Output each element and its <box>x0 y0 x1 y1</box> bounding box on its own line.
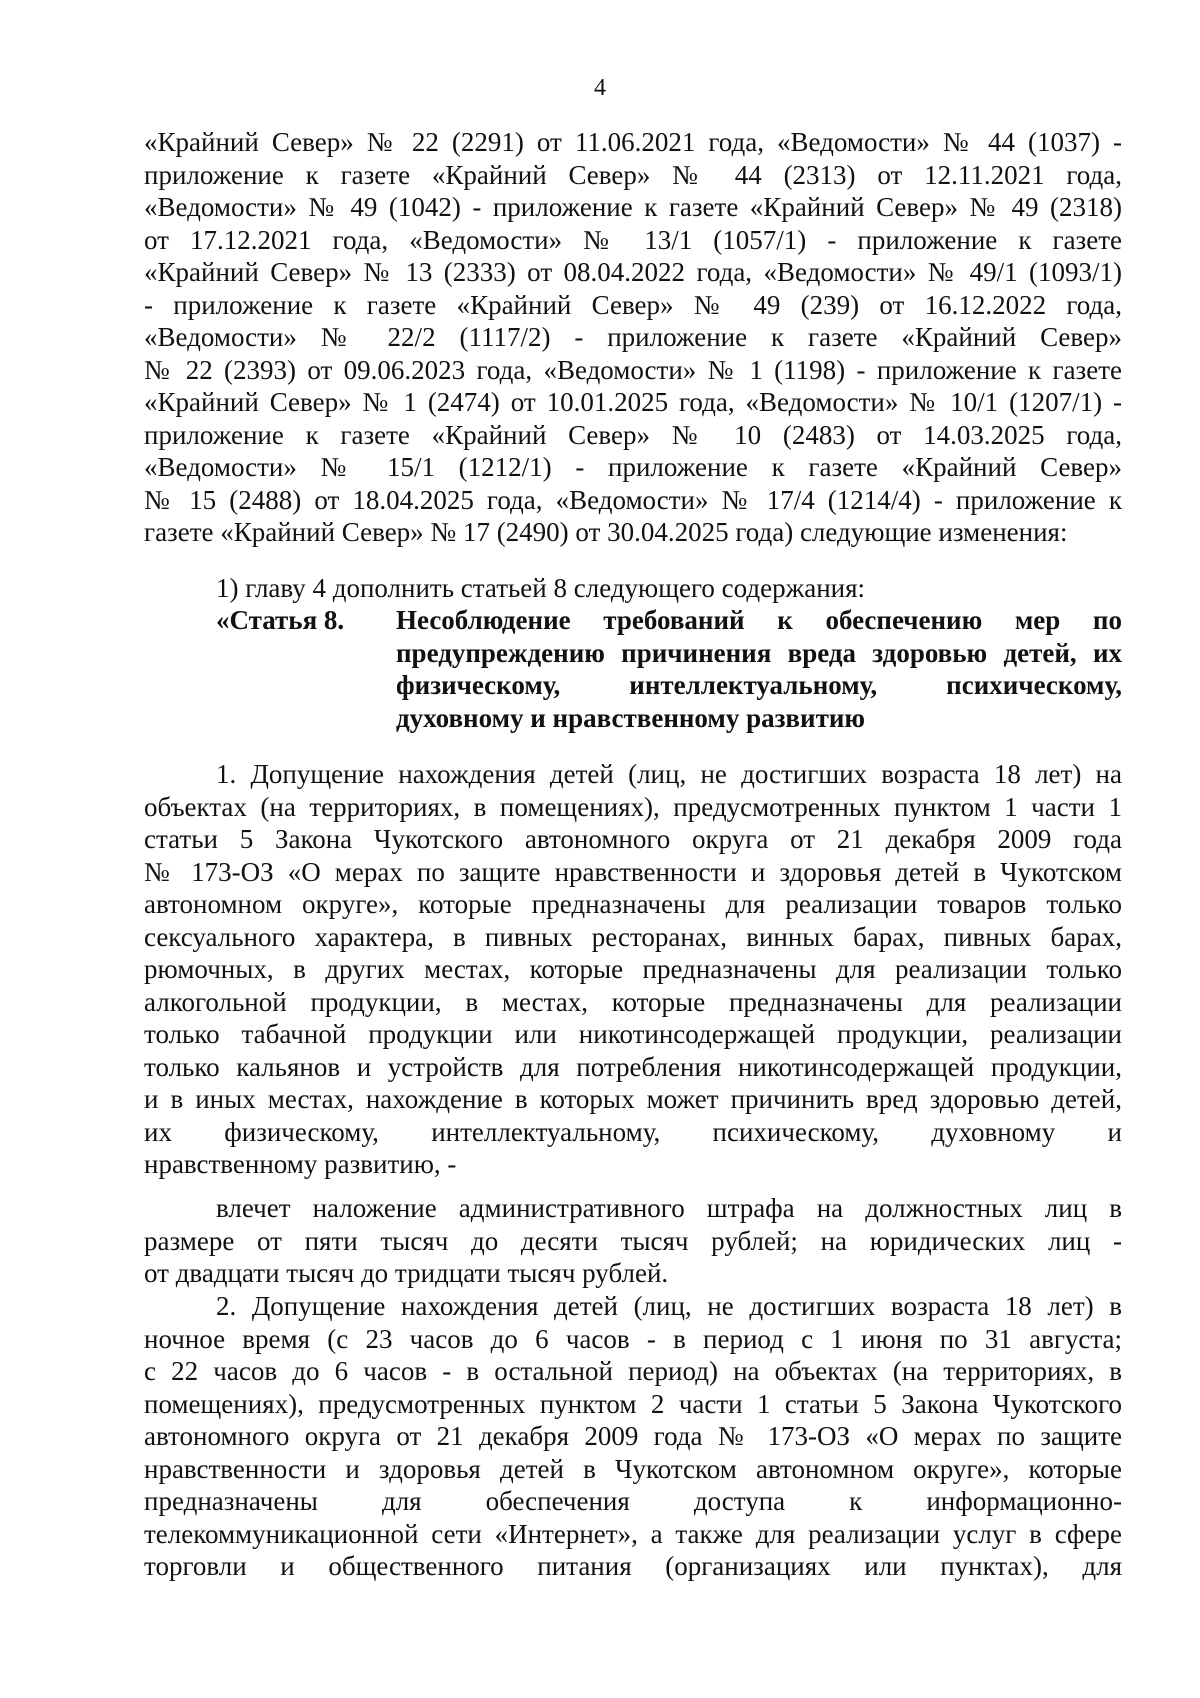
text-line: автономном округе», которые предназначены для реализации товаров только <box>144 889 1122 919</box>
article-title-line: Несоблюдение требований к обеспечению мер по <box>396 605 1122 635</box>
text-line: «Ведомости» № 15/1 (1212/1) - приложение к газете «Крайний Север» <box>144 452 1122 482</box>
text-line: приложение к газете «Крайний Север» № 44 (2313) от 12.11.2021 года, <box>144 159 1122 190</box>
text-line: «Крайний Север» № 22 (2291) от 11.06.2021 года, «Ведомости» № 44 (1037) - <box>144 127 1122 157</box>
text-line: 1. Допущение нахождения детей (лиц, не достигших возраста 18 лет) на <box>216 759 1122 789</box>
text-line: рюмочных, в других местах, которые предназначены для реализации только <box>144 954 1122 984</box>
article-title-line: физическому, интеллектуальному, психическому, <box>396 670 1122 700</box>
text-line: № 22 (2393) от 09.06.2023 года, «Ведомости» № 1 (1198) - приложение к газете <box>144 354 1122 385</box>
text-line: и в иных местах, нахождение в которых может причинить вред здоровью детей, <box>144 1084 1122 1114</box>
text-line: газете «Крайний Север» № 17 (2490) от 30.04.2025 года) следующие изменения: <box>144 517 1068 547</box>
text-line: сексуального характера, в пивных ресторанах, винных барах, пивных барах, <box>144 921 1122 952</box>
amendment-item: 1) главу 4 дополнить статьей 8 следующего содержания: <box>216 573 866 603</box>
intro-paragraph <box>144 126 1122 549</box>
text-line: от 17.12.2021 года, «Ведомости» № 13/1 (1057/1) - приложение к газете <box>144 224 1122 255</box>
article-title-line: предупреждению причинения вреда здоровью детей, их <box>396 637 1122 668</box>
page-number: 4 <box>594 75 606 101</box>
text-line: «Ведомости» № 49 (1042) - приложение к газете «Крайний Север» № 49 (2318) <box>144 192 1122 222</box>
text-line: № 173-ОЗ «О мерах по защите нравственности и здоровья детей в Чукотском <box>144 856 1122 887</box>
text-line: № 15 (2488) от 18.04.2025 года, «Ведомости» № 17/4 (1214/4) - приложение к <box>144 484 1122 515</box>
text-line: нравственности и здоровья детей в Чукотском автономном округе», которые <box>144 1453 1122 1484</box>
article-title <box>396 604 1122 734</box>
text-line: алкогольной продукции, в местах, которые предназначены для реализации <box>144 986 1122 1017</box>
article-number: «Статья 8. <box>216 605 345 635</box>
text-line: помещениях), предусмотренных пунктом 2 части 1 статьи 5 Закона Чукотского <box>144 1388 1122 1419</box>
text-line: «Ведомости» № 22/2 (1117/2) - приложение к газете «Крайний Север» <box>144 322 1122 352</box>
text-line: статьи 5 Закона Чукотского автономного округа от 21 декабря 2009 года <box>144 824 1122 854</box>
article-title-line: духовному и нравственному развитию <box>396 702 866 733</box>
text-line: «Крайний Север» № 13 (2333) от 08.04.2022 года, «Ведомости» № 49/1 (1093/1) <box>144 257 1122 287</box>
text-line: только кальянов и устройств для потребления никотинсодержащей продукции, <box>144 1051 1122 1082</box>
text-line: объектах (на территориях, в помещениях), предусмотренных пунктом 1 части 1 <box>144 791 1122 822</box>
text-line: с 22 часов до 6 часов - в остальной период) на объектах (на территориях, в <box>144 1356 1122 1386</box>
text-line: 2. Допущение нахождения детей (лиц, не достигших возраста 18 лет) в <box>216 1291 1122 1321</box>
text-line: телекоммуникационной сети «Интернет», а также для реализации услуг в сфере <box>144 1518 1122 1549</box>
text-line: автономного округа от 21 декабря 2009 года № 173-ОЗ «О мерах по защите <box>144 1421 1122 1451</box>
text-line: нравственному развитию, - <box>144 1149 457 1179</box>
text-line: приложение к газете «Крайний Север» № 10 (2483) от 14.03.2025 года, <box>144 419 1122 450</box>
text-line: от двадцати тысяч до тридцати тысяч рублей. <box>144 1258 669 1288</box>
article-part-2 <box>144 1290 1122 1583</box>
text-line: - приложение к газете «Крайний Север» № 49 (239) от 16.12.2022 года, <box>144 289 1122 320</box>
text-line: размере от пяти тысяч до десяти тысяч рублей; на юридических лиц - <box>144 1225 1122 1256</box>
text-line: их физическому, интеллектуальному, психическому, духовному и <box>144 1116 1122 1147</box>
text-line: предназначены для обеспечения доступа к информационно- <box>144 1486 1122 1516</box>
text-line: «Крайний Север» № 1 (2474) от 10.01.2025 года, «Ведомости» № 10/1 (1207/1) - <box>144 387 1122 417</box>
text-line: только табачной продукции или никотинсодержащей продукции, реализации <box>144 1019 1122 1049</box>
article-part-1 <box>144 758 1122 1181</box>
text-line: влечет наложение административного штрафа на должностных лиц в <box>216 1193 1122 1223</box>
text-line: торговли и общественного питания (организациях или пунктах), для <box>144 1551 1122 1581</box>
text-line: ночное время (с 23 часов до 6 часов - в период с 1 июня по 31 августа; <box>144 1323 1122 1354</box>
article-part-1-penalty <box>144 1192 1122 1290</box>
